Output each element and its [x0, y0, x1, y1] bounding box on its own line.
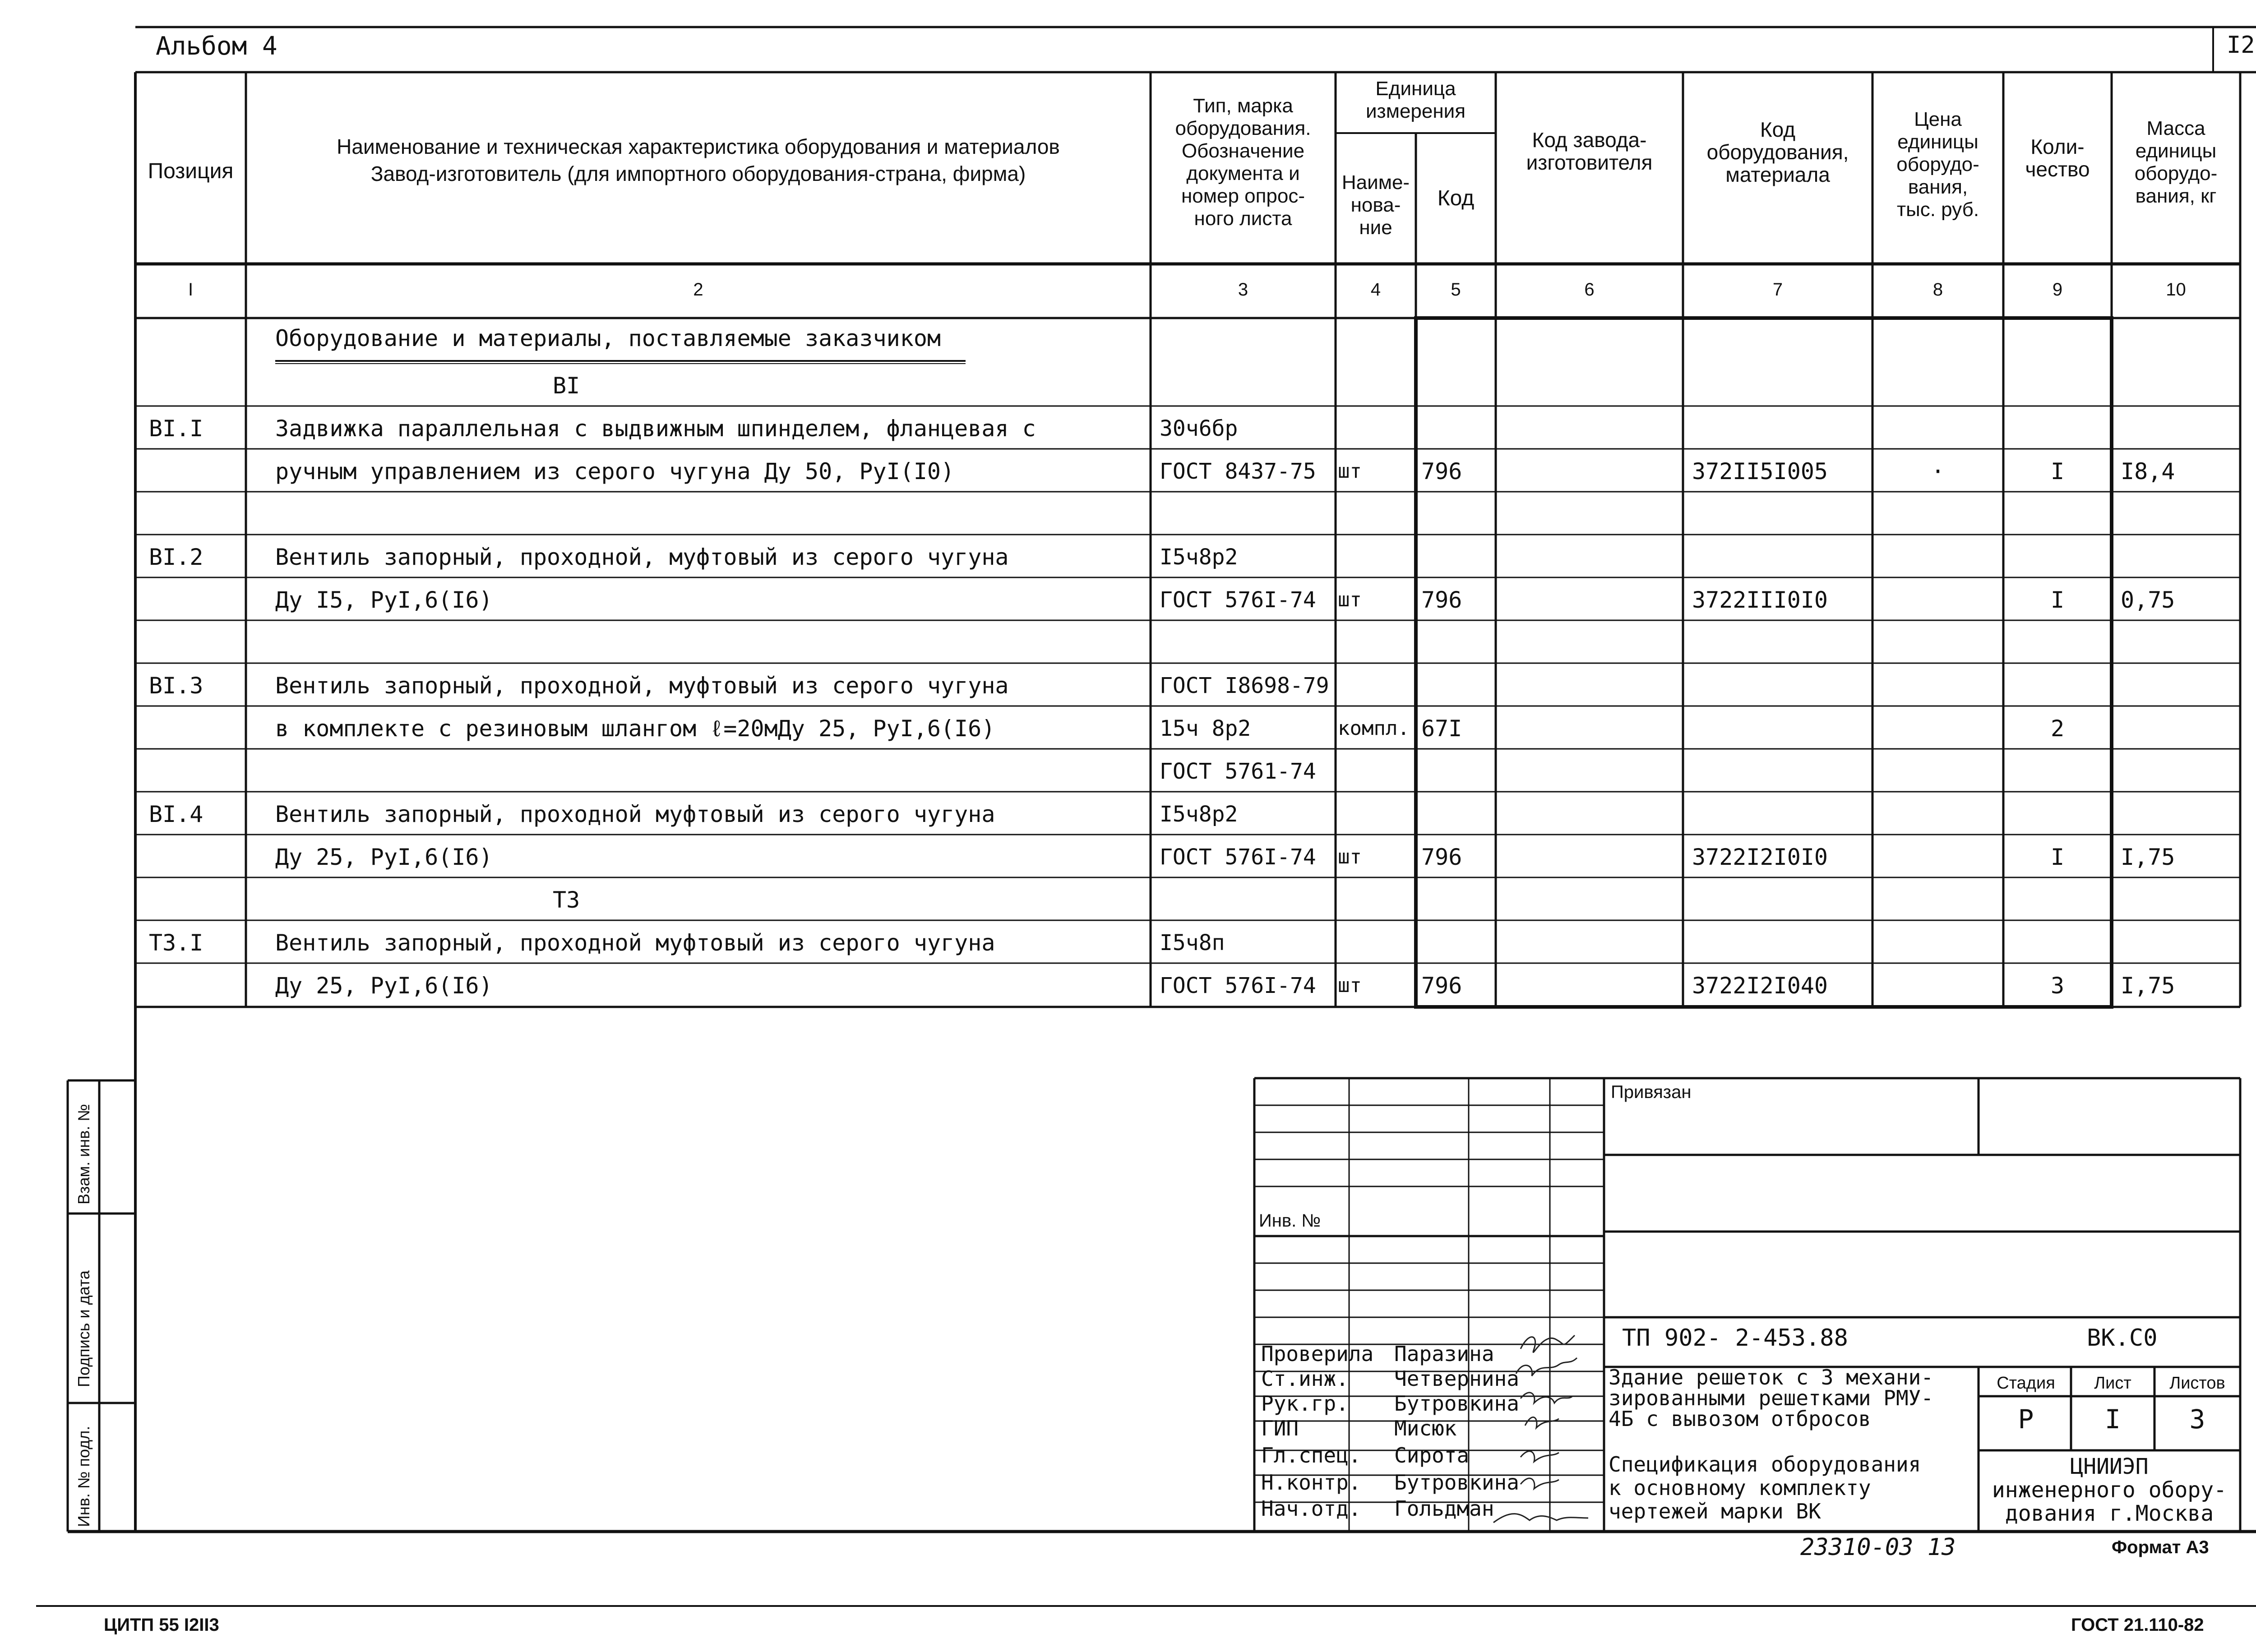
- row-position: BI.4: [149, 801, 203, 827]
- signatory-name: Мисюк: [1394, 1416, 1457, 1440]
- doc-number: 23310-03 13: [1800, 1534, 1956, 1561]
- col-number-10: 10: [2166, 280, 2186, 300]
- doc-mark: ВК.С0: [2087, 1324, 2158, 1352]
- row-name: Ду I5, РуI,6(I6): [275, 587, 493, 613]
- row-unit-code: 796: [1421, 844, 1462, 870]
- row-position: BI.I: [149, 415, 203, 442]
- sheet-number: I2: [2227, 32, 2255, 59]
- vzam-inv-label: Взам. инв. №: [74, 1103, 93, 1204]
- row-equipment-code: 3722I2I0I0: [1692, 844, 1828, 870]
- row-name: Вентиль запорный, проходной, муфтовый из серого чугуна: [275, 673, 1009, 699]
- row-quantity: I: [2050, 844, 2065, 870]
- spec-title: Спецификация оборудования к основному комплекту чертежей марки ВК: [1609, 1452, 1921, 1523]
- row-unit: шт: [1338, 974, 1362, 997]
- row-name: ручным управлением из серого чугуна Ду 50, РуI(I0): [275, 458, 955, 485]
- header-price: Цена единицы оборудо- вания, тыс. руб.: [1896, 108, 1979, 221]
- header-position: Позиция: [148, 159, 234, 183]
- row-type: ГОСТ 576I-74: [1160, 844, 1316, 870]
- row-unit: шт: [1338, 588, 1362, 611]
- row-equipment-code: 3722III0I0: [1692, 587, 1828, 613]
- header-name: Наименование и техническая характеристика оборудования и материалов Завод-изготовитель (для импортного оборудования-страна, фирма): [337, 135, 1060, 185]
- signatory-role: ГИП: [1261, 1416, 1299, 1440]
- row-type: ГОСТ 5761-74: [1160, 759, 1316, 784]
- right-code: ГОСТ 21.110-82: [2071, 1615, 2204, 1635]
- row-type: ГОСТ 576I-74: [1160, 587, 1316, 613]
- signatory-role: Н.контр.: [1261, 1470, 1361, 1495]
- row-position: Т3.I: [149, 930, 203, 956]
- row-name: Вентиль запорный, проходной, муфтовый из серого чугуна: [275, 544, 1009, 570]
- row-mass: I,75: [2121, 844, 2175, 870]
- signatory-role: Ст.инж.: [1261, 1366, 1349, 1391]
- row-equipment-code: 3722I2I040: [1692, 973, 1828, 999]
- row-mass: I8,4: [2121, 458, 2175, 485]
- row-unit-code: 796: [1421, 458, 1462, 485]
- privyazan-label: Привязан: [1611, 1082, 1692, 1102]
- sheet-label: Лист: [2094, 1374, 2131, 1393]
- header-plant-code: Код завода- изготовителя: [1526, 128, 1653, 174]
- signatory-role: Рук.гр.: [1261, 1391, 1349, 1416]
- row-type: 30ч6бр: [1160, 416, 1238, 441]
- col-number-1: I: [188, 280, 194, 300]
- row-mass: 0,75: [2121, 587, 2175, 613]
- signatory-name: Бутровкина: [1394, 1391, 1519, 1416]
- row-name: Вентиль запорный, проходной муфтовый из серого чугуна: [275, 801, 995, 827]
- row-name: BI: [553, 373, 580, 399]
- inv-no-label: Инв. №: [1259, 1211, 1321, 1231]
- object-title: Здание решеток с 3 механи- зированными решетками РМУ- 4Б с вывозом отбросов: [1609, 1365, 1934, 1431]
- row-unit-code: 796: [1421, 973, 1462, 999]
- header-unit-code: Код: [1437, 186, 1475, 210]
- sheets-value: 3: [2189, 1404, 2205, 1435]
- row-type: I5ч8п: [1160, 930, 1225, 955]
- signatory-role: Гл.спец.: [1261, 1443, 1361, 1467]
- stage-label: Стадия: [1997, 1374, 2055, 1393]
- signatory-name: Паразина: [1394, 1342, 1494, 1366]
- row-type: ГОСТ 576I-74: [1160, 973, 1316, 998]
- row-position: BI.2: [149, 544, 203, 570]
- row-unit-code: 67I: [1421, 715, 1462, 742]
- col-number-2: 2: [693, 280, 703, 300]
- section-title: Оборудование и материалы, поставляемые заказчиком: [275, 325, 941, 351]
- header-type: Тип, марка оборудования. Обозначение документа и номер опрос- ного листа: [1175, 95, 1311, 230]
- row-position: BI.3: [149, 673, 203, 699]
- row-price: ·: [1931, 458, 1945, 485]
- podpis-label: Подпись и дата: [74, 1270, 93, 1387]
- row-type: I5ч8р2: [1160, 545, 1238, 570]
- row-unit: шт: [1338, 460, 1362, 483]
- header-unit-name: Наиме- нова- ние: [1341, 171, 1410, 239]
- row-quantity: I: [2050, 587, 2065, 613]
- row-unit-code: 796: [1421, 587, 1462, 613]
- row-name: Вентиль запорный, проходной муфтовый из серого чугуна: [275, 930, 995, 956]
- row-name: Ду 25, РуI,6(I6): [275, 844, 493, 870]
- col-number-7: 7: [1772, 280, 1783, 300]
- row-type: ГОСТ 8437-75: [1160, 459, 1316, 484]
- signatory-role: Проверила: [1261, 1342, 1374, 1366]
- header-quantity: Коли- чество: [2025, 135, 2090, 181]
- row-equipment-code: 372II5I005: [1692, 458, 1828, 485]
- signatory-name: Бутровкина: [1394, 1470, 1519, 1495]
- album-label: Альбом 4: [156, 32, 277, 61]
- col-number-8: 8: [1932, 280, 1943, 300]
- col-number-3: 3: [1238, 280, 1248, 300]
- row-quantity: 3: [2050, 973, 2065, 999]
- format-label: Формат А3: [2112, 1537, 2209, 1557]
- row-type: 15ч 8р2: [1160, 716, 1251, 741]
- row-unit: компл.: [1338, 717, 1410, 740]
- signatory-name: Гольдман: [1394, 1496, 1494, 1521]
- signatory-role: Нач.отд.: [1261, 1496, 1361, 1521]
- sheet-value: I: [2105, 1404, 2121, 1435]
- row-type: ГОСТ I8698-79: [1160, 673, 1329, 698]
- col-number-6: 6: [1584, 280, 1595, 300]
- header-mass: Масса единицы оборудо- вания, кг: [2134, 117, 2218, 207]
- organization: ЦНИИЭП инженерного обору- дования г.Москва: [1992, 1454, 2227, 1526]
- header-equipment-code: Код оборудования, материала: [1706, 118, 1849, 186]
- left-code: ЦИТП 55 I2II3: [104, 1615, 219, 1635]
- row-name: Задвижка параллельная с выдвижным шпинделем, фланцевая с: [275, 415, 1036, 442]
- row-name: Ду 25, РуI,6(I6): [275, 973, 493, 999]
- row-quantity: I: [2050, 458, 2065, 485]
- signatory-name: Четвернина: [1394, 1366, 1519, 1391]
- project-code: ТП 902- 2-453.88: [1622, 1324, 1848, 1352]
- row-mass: I,75: [2121, 973, 2175, 999]
- row-name: в комплекте с резиновым шлангом ℓ=20мДу 25, РуI,6(I6): [275, 715, 995, 742]
- sheets-label: Листов: [2169, 1374, 2225, 1393]
- row-name: Т3: [553, 887, 580, 913]
- row-unit: шт: [1338, 845, 1362, 868]
- inv-podl-label: Инв. № подл.: [74, 1426, 93, 1527]
- col-number-9: 9: [2052, 280, 2063, 300]
- row-type: I5ч8р2: [1160, 802, 1238, 827]
- header-unit: Единица измерения: [1365, 78, 1466, 122]
- col-number-4: 4: [1370, 280, 1381, 300]
- col-number-5: 5: [1451, 280, 1461, 300]
- row-quantity: 2: [2050, 715, 2065, 742]
- stage-value: Р: [2018, 1404, 2034, 1435]
- signatory-name: Сирота: [1394, 1443, 1470, 1467]
